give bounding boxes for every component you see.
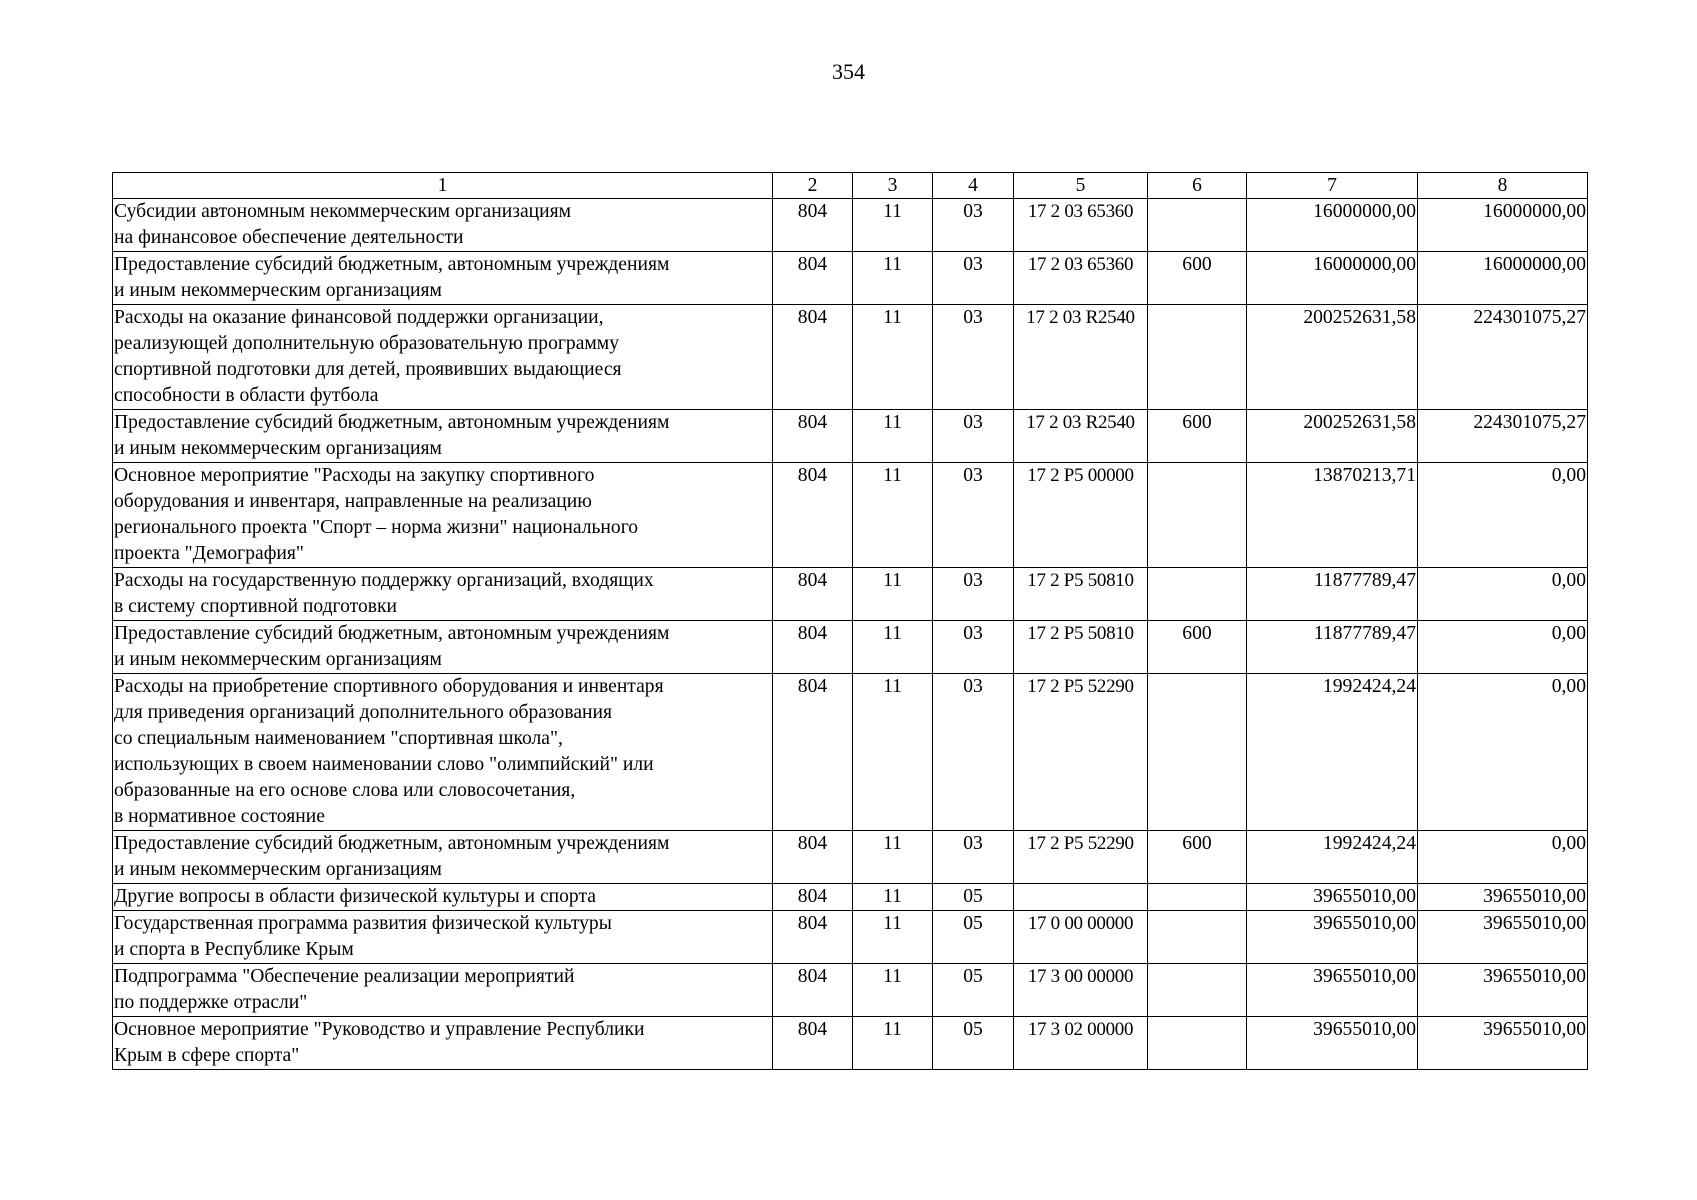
expense-name-line: Субсидии автономным некоммерческим организациям (114, 201, 572, 222)
expense-name-line: Государственная программа развития физической культуры (114, 913, 612, 934)
ministry-code: 804 (773, 463, 853, 568)
expense-name-line: Подпрограмма "Обеспечение реализации мероприятий (114, 966, 575, 987)
ministry-code: 804 (773, 199, 853, 252)
expense-name-line: со специальным наименованием "спортивная школа", (114, 728, 563, 749)
table-row (113, 463, 1588, 568)
expense-name-line: по поддержке отрасли" (114, 992, 308, 1013)
section-code: 11 (853, 674, 933, 831)
amount-year-1: 11877789,47 (1247, 568, 1418, 621)
amount-year-2: 0,00 (1418, 463, 1588, 568)
subsection-code: 05 (933, 1017, 1014, 1070)
expense-type-code (1148, 884, 1247, 911)
target-article-code: 17 2 P5 50810 (1014, 621, 1148, 674)
expense-name-line: регионального проекта "Спорт – норма жизни" национального (114, 517, 639, 538)
column-header: 4 (933, 173, 1014, 199)
expense-name (113, 674, 773, 831)
budget-table (112, 172, 1588, 1070)
expense-type-code (1148, 199, 1247, 252)
table-row (113, 1017, 1588, 1070)
expense-type-code: 600 (1148, 410, 1247, 463)
table-row (113, 674, 1588, 831)
column-header: 1 (113, 173, 773, 199)
column-header: 5 (1014, 173, 1148, 199)
subsection-code: 05 (933, 964, 1014, 1017)
subsection-code: 03 (933, 831, 1014, 884)
expense-name (113, 568, 773, 621)
amount-year-2: 0,00 (1418, 831, 1588, 884)
expense-name-line: Крым в сфере спорта" (114, 1045, 300, 1066)
expense-name-line: Предоставление субсидий бюджетным, автономным учреждениям (114, 254, 670, 275)
subsection-code: 05 (933, 884, 1014, 911)
target-article-code: 17 3 00 00000 (1014, 964, 1148, 1017)
amount-year-1: 39655010,00 (1247, 1017, 1418, 1070)
header-row (113, 173, 1588, 199)
ministry-code: 804 (773, 568, 853, 621)
expense-name-line: использующих в своем наименовании слово "олимпийский" или (114, 754, 654, 775)
expense-name (113, 911, 773, 964)
amount-year-2: 224301075,27 (1418, 410, 1588, 463)
amount-year-2: 16000000,00 (1418, 199, 1588, 252)
expense-type-code (1148, 1017, 1247, 1070)
expense-name-line: в нормативное состояние (114, 806, 325, 827)
expense-name (113, 410, 773, 463)
table-body (113, 199, 1588, 1070)
ministry-code: 804 (773, 410, 853, 463)
subsection-code: 03 (933, 252, 1014, 305)
expense-name-line: Предоставление субсидий бюджетным, автономным учреждениям (114, 623, 670, 644)
expense-name-line: Расходы на государственную поддержку организаций, входящих (114, 570, 654, 591)
expense-type-code (1148, 964, 1247, 1017)
expense-name (113, 199, 773, 252)
amount-year-1: 16000000,00 (1247, 252, 1418, 305)
expense-name-line: и иным некоммерческим организациям (114, 438, 442, 459)
target-article-code (1014, 884, 1148, 911)
table-row (113, 884, 1588, 911)
amount-year-2: 39655010,00 (1418, 964, 1588, 1017)
expense-type-code (1148, 463, 1247, 568)
expense-type-code: 600 (1148, 831, 1247, 884)
target-article-code: 17 2 03 65360 (1014, 199, 1148, 252)
page-number: 354 (832, 59, 865, 84)
ministry-code: 804 (773, 305, 853, 410)
table-row (113, 621, 1588, 674)
expense-name-line: Предоставление субсидий бюджетным, автономным учреждениям (114, 412, 670, 433)
expense-name (113, 831, 773, 884)
section-code: 11 (853, 831, 933, 884)
ministry-code: 804 (773, 911, 853, 964)
amount-year-2: 39655010,00 (1418, 884, 1588, 911)
subsection-code: 03 (933, 305, 1014, 410)
section-code: 11 (853, 884, 933, 911)
target-article-code: 17 2 P5 52290 (1014, 831, 1148, 884)
expense-name-line: Основное мероприятие "Расходы на закупку спортивного (114, 465, 595, 486)
section-code: 11 (853, 199, 933, 252)
target-article-code: 17 2 03 R2540 (1014, 305, 1148, 410)
section-code: 11 (853, 568, 933, 621)
amount-year-1: 39655010,00 (1247, 911, 1418, 964)
expense-name-line: реализующей дополнительную образовательную программу (114, 333, 619, 354)
expense-type-code (1148, 305, 1247, 410)
table-row (113, 911, 1588, 964)
expense-name-line: способности в области футбола (114, 385, 379, 406)
table-row (113, 252, 1588, 305)
target-article-code: 17 3 02 00000 (1014, 1017, 1148, 1070)
target-article-code: 17 0 00 00000 (1014, 911, 1148, 964)
amount-year-2: 224301075,27 (1418, 305, 1588, 410)
amount-year-1: 200252631,58 (1247, 410, 1418, 463)
subsection-code: 05 (933, 911, 1014, 964)
amount-year-2: 0,00 (1418, 674, 1588, 831)
expense-name (113, 1017, 773, 1070)
column-header: 3 (853, 173, 933, 199)
ministry-code: 804 (773, 964, 853, 1017)
target-article-code: 17 2 P5 50810 (1014, 568, 1148, 621)
expense-name-line: Другие вопросы в области физической культуры и спорта (114, 886, 596, 907)
amount-year-1: 11877789,47 (1247, 621, 1418, 674)
expense-name-line: и иным некоммерческим организациям (114, 859, 442, 880)
target-article-code: 17 2 03 R2540 (1014, 410, 1148, 463)
expense-name-line: для приведения организаций дополнительного образования (114, 702, 613, 723)
expense-type-code (1148, 568, 1247, 621)
ministry-code: 804 (773, 252, 853, 305)
subsection-code: 03 (933, 199, 1014, 252)
table-row (113, 568, 1588, 621)
section-code: 11 (853, 964, 933, 1017)
expense-name-line: и иным некоммерческим организациям (114, 280, 442, 301)
subsection-code: 03 (933, 568, 1014, 621)
amount-year-1: 39655010,00 (1247, 964, 1418, 1017)
amount-year-2: 0,00 (1418, 568, 1588, 621)
expense-name-line: Расходы на приобретение спортивного оборудования и инвентаря (114, 676, 664, 697)
amount-year-2: 39655010,00 (1418, 1017, 1588, 1070)
expense-name (113, 463, 773, 568)
target-article-code: 17 2 P5 52290 (1014, 674, 1148, 831)
ministry-code: 804 (773, 831, 853, 884)
section-code: 11 (853, 410, 933, 463)
amount-year-1: 13870213,71 (1247, 463, 1418, 568)
amount-year-1: 1992424,24 (1247, 674, 1418, 831)
table-row (113, 831, 1588, 884)
amount-year-2: 16000000,00 (1418, 252, 1588, 305)
expense-name-line: оборудования и инвентаря, направленные на реализацию (114, 491, 592, 512)
section-code: 11 (853, 911, 933, 964)
expense-type-code: 600 (1148, 252, 1247, 305)
subsection-code: 03 (933, 410, 1014, 463)
expense-name-line: проекта "Демография" (114, 543, 304, 564)
amount-year-2: 0,00 (1418, 621, 1588, 674)
expense-name-line: на финансовое обеспечение деятельности (114, 227, 464, 248)
column-header: 7 (1247, 173, 1418, 199)
table-row (113, 305, 1588, 410)
expense-name-line: в систему спортивной подготовки (114, 596, 397, 617)
target-article-code: 17 2 03 65360 (1014, 252, 1148, 305)
section-code: 11 (853, 252, 933, 305)
expense-name-line: и спорта в Республике Крым (114, 939, 354, 960)
section-code: 11 (853, 1017, 933, 1070)
section-code: 11 (853, 621, 933, 674)
amount-year-1: 1992424,24 (1247, 831, 1418, 884)
ministry-code: 804 (773, 1017, 853, 1070)
amount-year-1: 39655010,00 (1247, 884, 1418, 911)
section-code: 11 (853, 463, 933, 568)
subsection-code: 03 (933, 621, 1014, 674)
column-header: 6 (1148, 173, 1247, 199)
target-article-code: 17 2 P5 00000 (1014, 463, 1148, 568)
expense-name (113, 884, 773, 911)
expense-name-line: образованные на его основе слова или словосочетания, (114, 780, 576, 801)
expense-type-code (1148, 674, 1247, 831)
expense-name-line: Предоставление субсидий бюджетным, автономным учреждениям (114, 833, 670, 854)
expense-type-code: 600 (1148, 621, 1247, 674)
expense-name-line: Расходы на оказание финансовой поддержки организации, (114, 307, 604, 328)
amount-year-1: 200252631,58 (1247, 305, 1418, 410)
column-header: 2 (773, 173, 853, 199)
subsection-code: 03 (933, 463, 1014, 568)
expense-name (113, 305, 773, 410)
ministry-code: 804 (773, 674, 853, 831)
table-row (113, 199, 1588, 252)
ministry-code: 804 (773, 884, 853, 911)
expense-name (113, 621, 773, 674)
expense-name-line: спортивной подготовки для детей, проявивших выдающиеся (114, 359, 622, 380)
expense-name-line: Основное мероприятие "Руководство и управление Республики (114, 1019, 645, 1040)
section-code: 11 (853, 305, 933, 410)
table-row (113, 964, 1588, 1017)
ministry-code: 804 (773, 621, 853, 674)
expense-name (113, 252, 773, 305)
table-row (113, 410, 1588, 463)
column-header: 8 (1418, 173, 1588, 199)
expense-name (113, 964, 773, 1017)
subsection-code: 03 (933, 674, 1014, 831)
expense-name-line: и иным некоммерческим организациям (114, 649, 442, 670)
amount-year-2: 39655010,00 (1418, 911, 1588, 964)
amount-year-1: 16000000,00 (1247, 199, 1418, 252)
expense-type-code (1148, 911, 1247, 964)
